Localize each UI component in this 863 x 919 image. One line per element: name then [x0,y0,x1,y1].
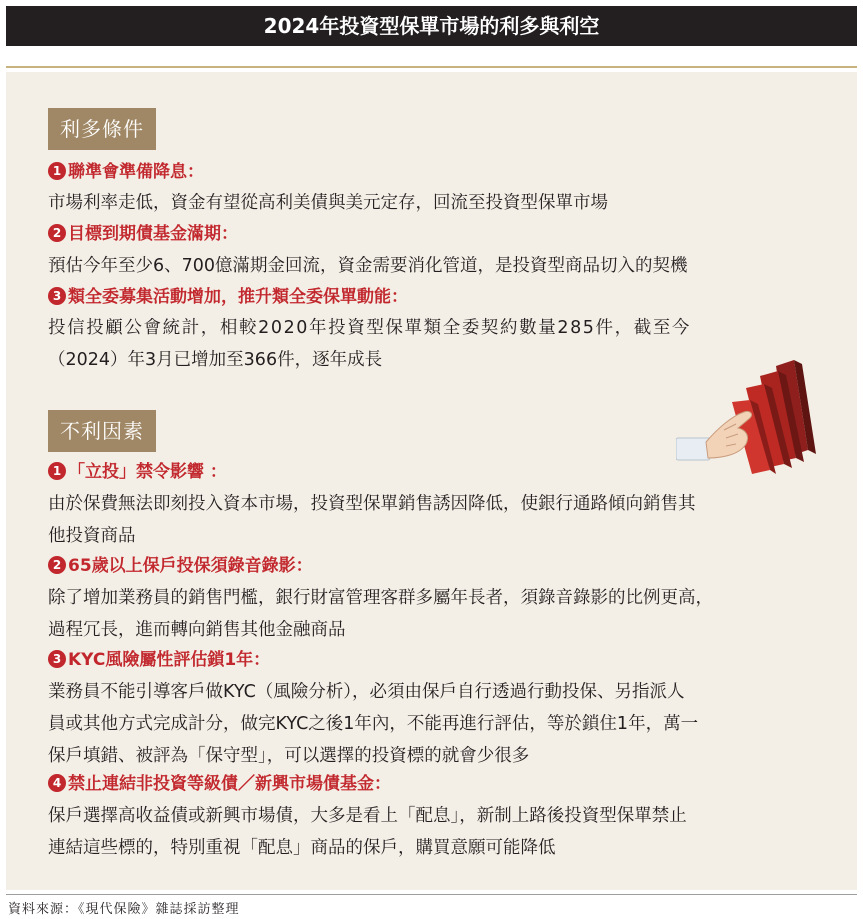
number-badge: 3 [48,650,66,668]
number-badge: 3 [48,287,66,305]
number-badge: 1 [48,462,66,480]
positive-item-2-body: 預估今年至少6、700億滿期金回流，資金需要消化管道，是投資型商品切入的契機 [48,256,688,276]
section-tag-positive: 利多條件 [48,108,156,150]
number-badge: 2 [48,224,66,242]
negative-item-4-body: 保戶選擇高收益債或新興市場債，大多是看上「配息」，新制上路後投資型保單禁止 連結這些標的，特別重視「配息」商品的保戶，購買意願可能降低 [48,806,687,858]
negative-item-1-heading: 1 「立投」禁令影響 ： [48,460,227,484]
footer-divider [6,894,857,895]
positive-item-2-heading: 2 目標到期債基金滿期： [48,222,238,246]
negative-item-3-body: 業務員不能引導客戶做KYC（風險分析），必須由保戶自行透過行動投保、另指派人 員或其他方式完成計分，做完KYC之後1年內，不能再進行評估，等於鎖住1年，萬一 保戶填錯、被評為「保守型」，可以選擇的投資標的就會少很多 [48,682,699,766]
title-divider [6,66,857,68]
negative-item-1-body: 由於保費無法即刻投入資本市場，投資型保單銷售誘因降低，使銀行通路傾向銷售其 他投資商品 [48,494,696,546]
positive-item-3-heading: 3 類全委募集活動增加，推升類全委保單動能： [48,285,408,309]
page-title: 2024年投資型保單市場的利多與利空 [6,6,857,46]
negative-item-3-heading: 3 KYC風險屬性評估鎖1年： [48,648,270,672]
positive-item-1-heading: 1 聯準會準備降息： [48,160,204,184]
source-note: 資料來源：《現代保險》雜誌採訪整理 [8,902,240,917]
negative-item-2-body: 除了增加業務員的銷售門檻，銀行財富管理客群多屬年長者，須錄音錄影的比例更高， 過程冗長，進而轉向銷售其他金融商品 [48,588,713,640]
section-tag-negative: 不利因素 [48,410,156,452]
number-badge: 1 [48,162,66,180]
positive-item-3-body: 投信投顧公會統計，相較2020年投資型保單類全委契約數量285件，截至今 （2024）年3月已增加至366件，逐年成長 [48,318,692,370]
hand-pushing-dominoes-icon [676,358,826,476]
negative-item-4-heading: 4 禁止連結非投資等級債／新興市場債基金： [48,772,391,796]
negative-item-2-heading: 2 65歲以上保戶投保須錄音錄影： [48,554,313,578]
positive-item-1-body: 市場利率走低，資金有望從高利美債與美元定存，回流至投資型保單市場 [48,193,608,213]
number-badge: 4 [48,774,66,792]
number-badge: 2 [48,556,66,574]
